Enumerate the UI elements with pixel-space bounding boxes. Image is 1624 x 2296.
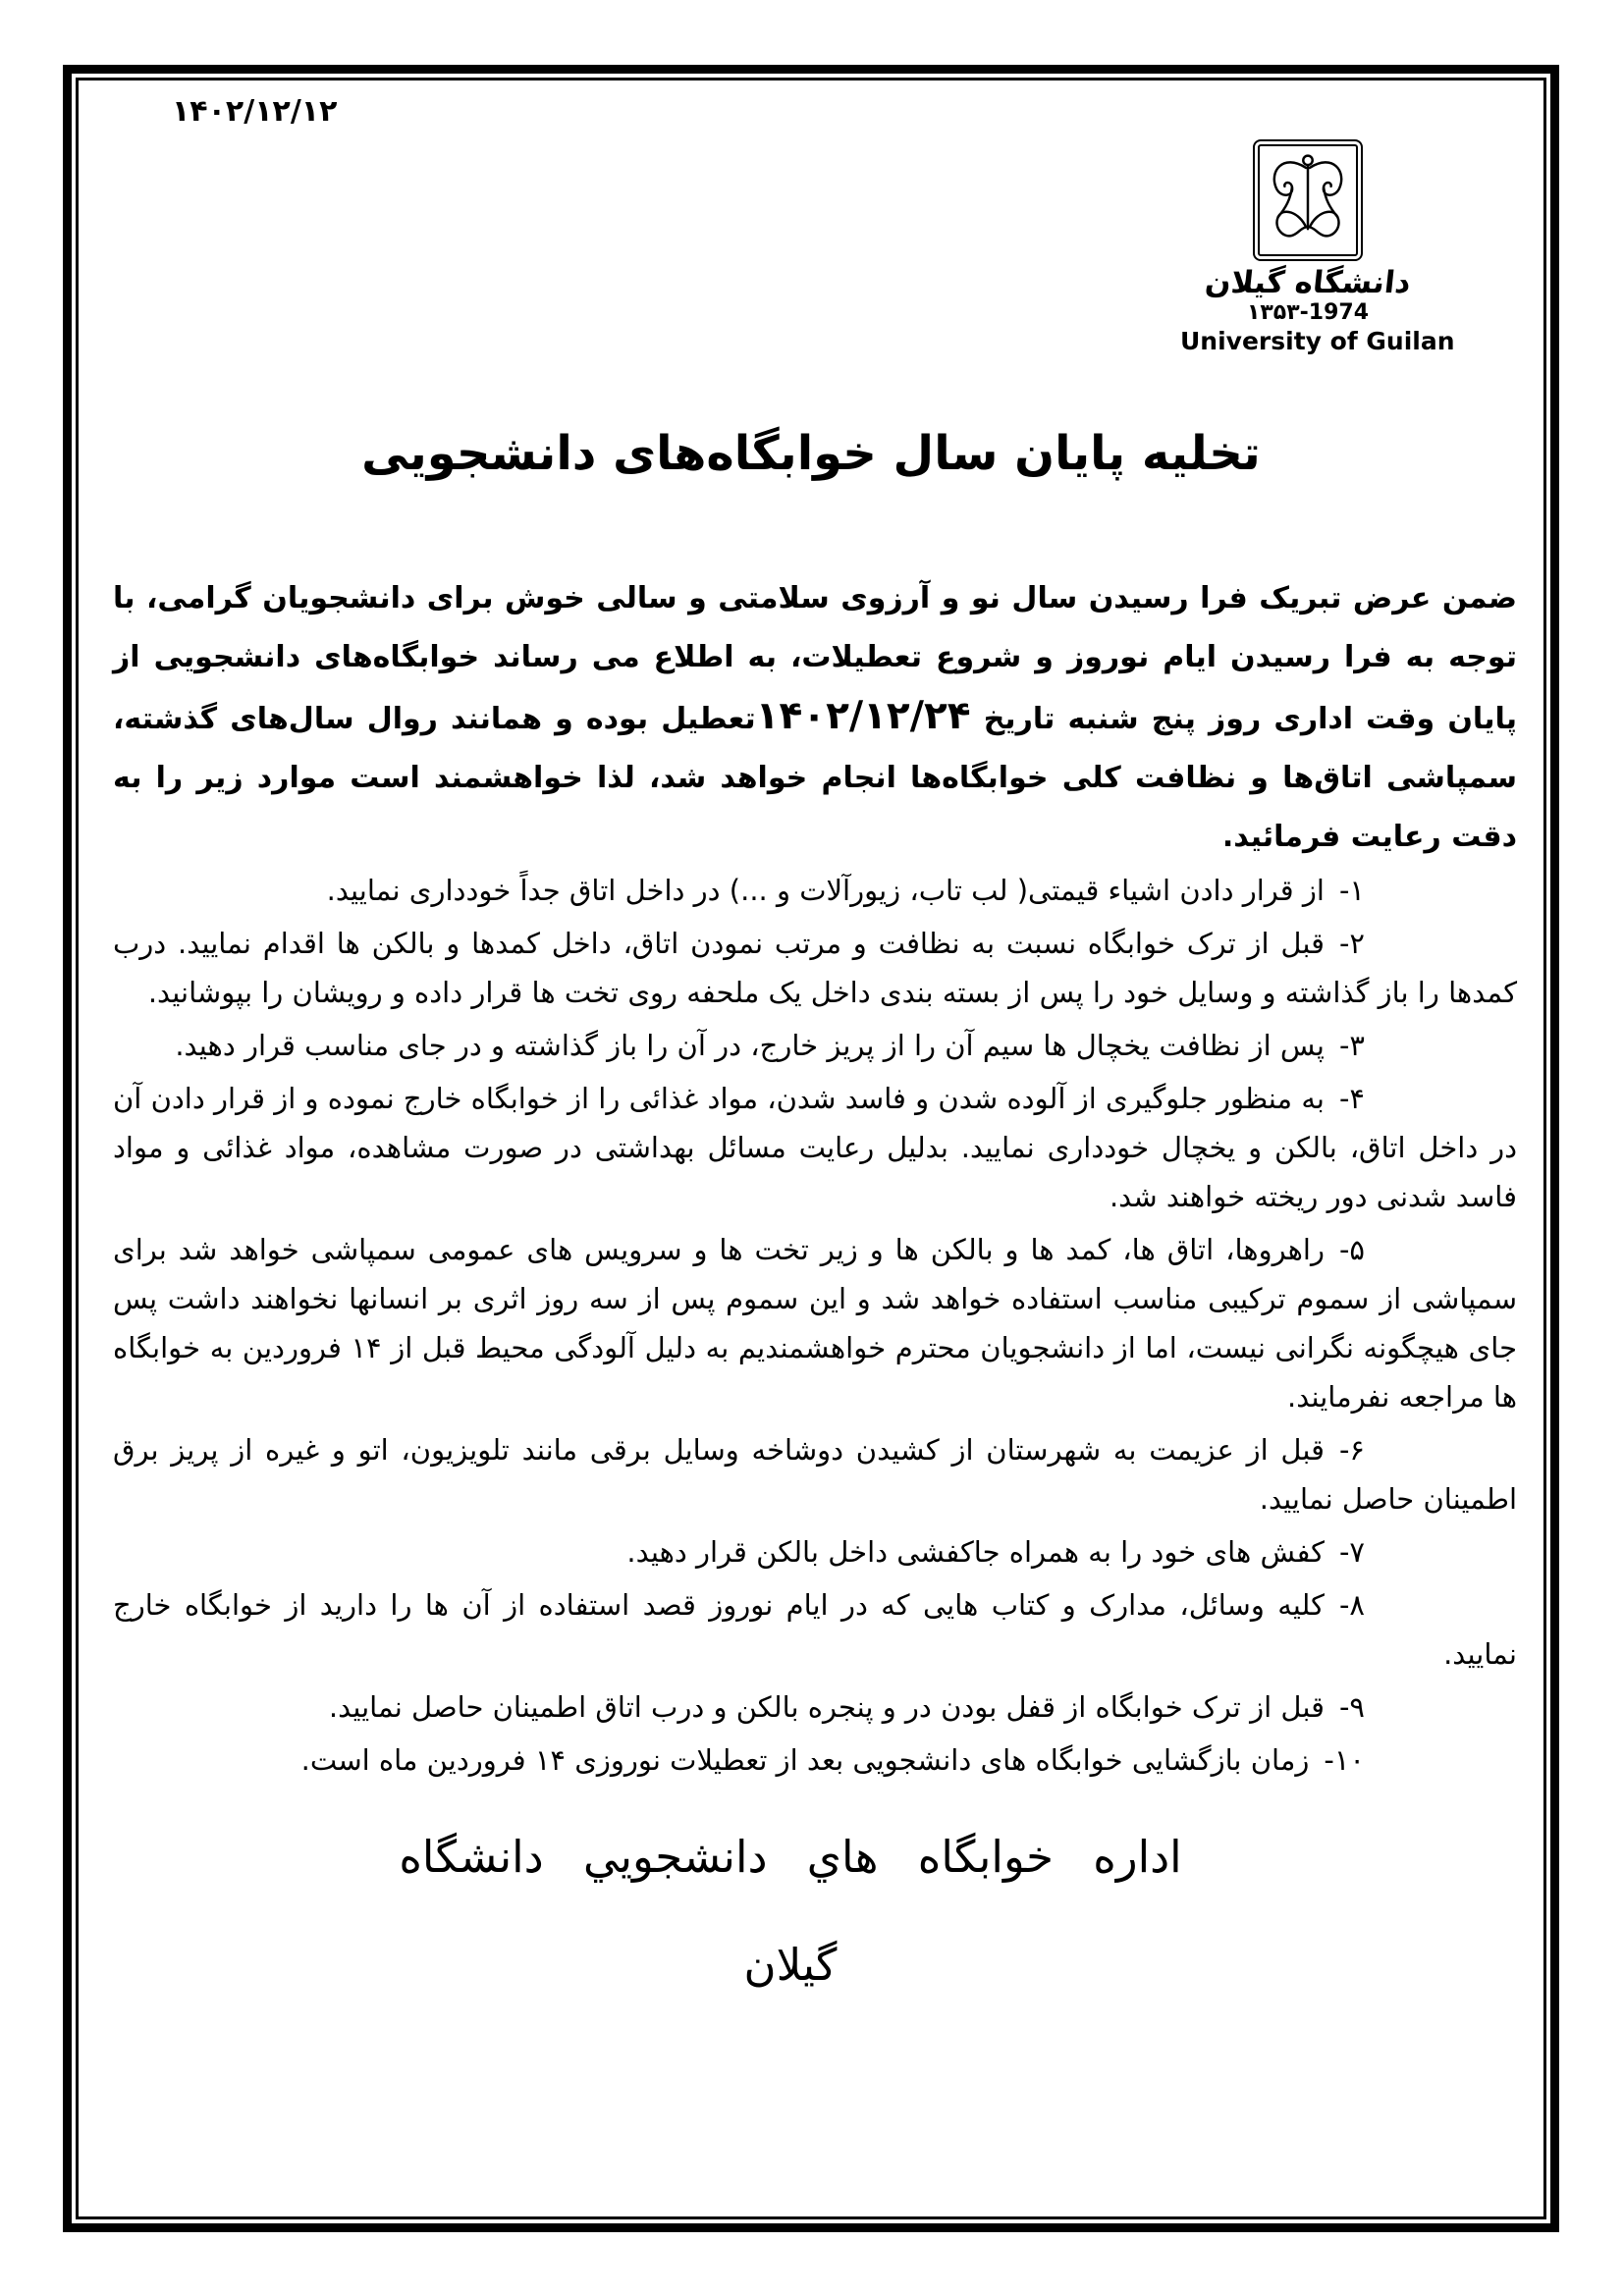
item-text: به منظور جلوگیری از آلوده شدن و فاسد شدن، مواد غذائی را از خوابگاه خارج نموده و از قرار دادن آن در داخل اتاق، بالکن و یخچال خودداری نمایید. بدلیل رعایت مسائل بهداشتی در صورت مشاهده، مواد غذائی و مواد فاسد شدنی دور ریخته خواهند شد.	[113, 1082, 1517, 1213]
item-text: قبل از ترک خوابگاه نسبت به نظافت و مرتب نمودن اتاق، داخل کمدها و بالکن ها اقدام نمایید. درب کمدها را باز گذاشته و وسایل خود را پس از بسته بندی داخل یک ملحفه روی تخت ها قرار داده و رویشان را بپوشانید.	[113, 927, 1517, 1009]
item-text: راهروها، اتاق ها، کمد ها و بالکن ها و زیر تخت ها و سرویس های عمومی سمپاشی خواهد شد برای سمپاشی از سموم ترکیبی مناسب استفاده خواهد شد و این سموم پس از سه روز اثری بر انسانها نخواهند داشت پس جای هیچگونه نگرانی نیست، اما از دانشجویان محترم خواهشمندیم به دلیل آلودگی محیط قبل از ۱۴ فروردین به خوابگاه ها مراجعه نفرمایند.	[113, 1233, 1518, 1414]
item-number: ۸-	[1338, 1588, 1365, 1622]
item-text: قبل از عزیمت به شهرستان از کشیدن دوشاخه وسایل برقی مانند تلویزیون، اتو و غیره از پریز برق اطمینان حاصل نمایید.	[113, 1433, 1517, 1516]
item-number: ۵-	[1338, 1233, 1365, 1266]
list-item-9	[113, 1682, 1517, 1732]
item-text: کفش های خود را به همراه جاکفشی داخل بالکن قرار دهید.	[626, 1535, 1325, 1569]
item-number: ۹-	[1338, 1690, 1365, 1724]
list-item-1	[113, 866, 1517, 915]
list-item-10	[113, 1735, 1517, 1785]
instructions-list	[113, 866, 1517, 1789]
letter-date: ۱۴۰۲/۱۲/۱۲	[172, 94, 338, 129]
list-item-6	[113, 1425, 1517, 1523]
item-text: کلیه وسائل، مدارک و کتاب هایی که در ایام نوروز قصد استفاده از آن ها را دارید از خوابگاه خارج نمایید.	[113, 1588, 1517, 1671]
item-number: ۳-	[1338, 1029, 1365, 1062]
page-border-inner	[76, 78, 1546, 2219]
signature-line-2: گيلان	[743, 1939, 838, 1991]
university-logo	[1180, 139, 1455, 355]
signature-line-1: اداره خوابگاه هاي دانشجويي دانشگاه	[399, 1831, 1182, 1883]
list-item-2	[113, 919, 1517, 1017]
item-number: ۱۰-	[1324, 1743, 1365, 1777]
intro-text-before-date: ضمن عرض تبریک فرا رسیدن سال نو و آرزوی سلامتی و سالی خوش برای دانشجویان گرامی، با توجه به فرا رسیدن ایام نوروز و شروع تعطیلات، به اطلاع می رساند خوابگاه‌های دانشجویی از پایان وقت اداری روز پنج شنبه تاریخ	[113, 581, 1517, 736]
item-text: از قرار دادن اشیاء قیمتی( لب تاب، زیورآلات و ...) در داخل اتاق جداً خودداری نمایید.	[326, 874, 1325, 907]
logo-calligraphy-fa: دانشگاه گیلان	[1203, 265, 1413, 300]
page-title: تخلیه پایان سال خوابگاه‌های دانشجویی	[361, 426, 1261, 481]
item-number: ۶-	[1338, 1433, 1365, 1467]
signature-block	[79, 1803, 1502, 2019]
list-item-7	[113, 1527, 1517, 1576]
closure-date: ۱۴۰۲/۱۲/۲۴	[755, 694, 971, 738]
list-item-4	[113, 1074, 1517, 1221]
university-emblem-icon	[1253, 139, 1363, 261]
item-number: ۴-	[1338, 1082, 1365, 1115]
intro-text-after-date: تعطیل بوده و همانند روال سال‌های گذشته، سمپاشی اتاق‌ها و نظافت کلی خوابگاه‌ها انجام خواهد شد، لذا خواهشمند است موارد زیر را به دقت رعایت فرمائید.	[113, 702, 1517, 854]
page-border	[63, 65, 1559, 2232]
list-item-3	[113, 1021, 1517, 1070]
logo-name-en: University of Guilan	[1180, 327, 1455, 355]
item-number: ۲-	[1338, 927, 1365, 960]
item-number: ۷-	[1338, 1535, 1365, 1569]
item-text: قبل از ترک خوابگاه از قفل بودن در و پنجره بالکن و درب اتاق اطمینان حاصل نمایید.	[328, 1690, 1325, 1724]
item-text: پس از نظافت یخچال ها سیم آن را از پریز خارج، در آن را باز گذاشته و در جای مناسب قرار دهید.	[175, 1029, 1325, 1062]
list-item-5	[113, 1225, 1517, 1421]
list-item-8	[113, 1580, 1517, 1679]
item-text: زمان بازگشایی خوابگاه های دانشجویی بعد از تعطیلات نوروزی ۱۴ فروردین ماه است.	[300, 1743, 1310, 1777]
page-content	[79, 80, 1543, 2216]
logo-founding-years: ۱۳۵۳-1974	[1246, 300, 1370, 325]
intro-paragraph	[113, 569, 1517, 867]
item-number: ۱-	[1338, 874, 1365, 907]
